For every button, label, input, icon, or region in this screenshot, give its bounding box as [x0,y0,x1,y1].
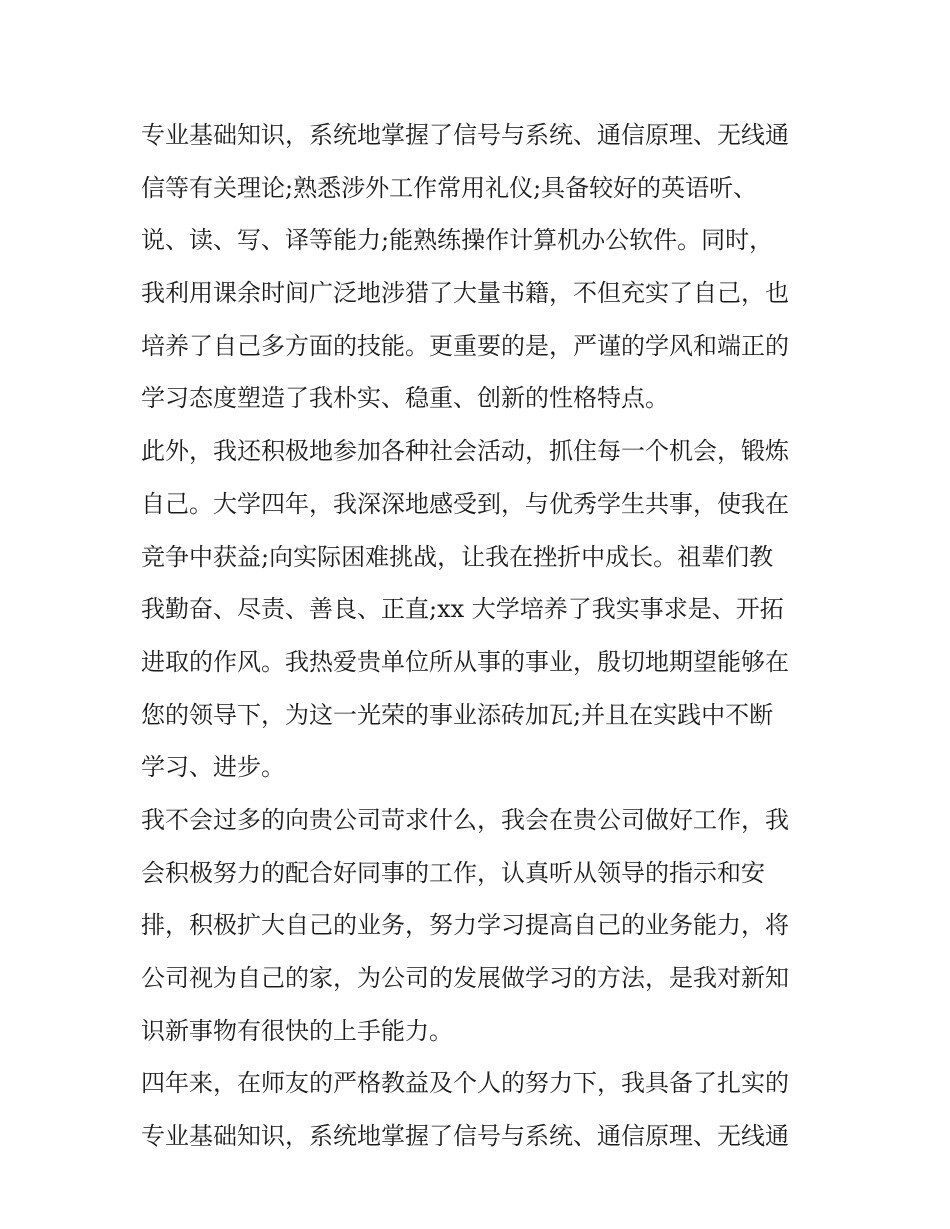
text-line: 识新事物有很快的上手能力。 [141,1016,453,1045]
text-line: 此外，我还积极地参加各种社会活动，抓住每一个机会，锻炼 [141,437,789,466]
text-line: 自己。大学四年，我深深地感受到，与优秀学生共事，使我在 [141,489,789,518]
text-line: 专业基础知识，系统地掌握了信号与系统、通信原理、无线通 [141,1122,789,1151]
text-line: 我勤奋、尽责、善良、正直;xx 大学培养了我实事求是、开拓 [141,595,784,624]
text-line: 我利用课余时间广泛地涉猎了大量书籍，不但充实了自己，也 [141,279,789,308]
text-line: 竞争中获益;向实际困难挑战，让我在挫折中成长。祖辈们教 [141,542,774,571]
text-line: 专业基础知识，系统地掌握了信号与系统、通信原理、无线通 [141,121,789,149]
text-line: 四年来，在师友的严格教益及个人的努力下，我具备了扎实的 [141,1069,789,1098]
text-line: 信等有关理论;熟悉涉外工作常用礼仪;具备较好的英语听、 [141,173,758,202]
text-line: 学习、进步。 [141,753,285,782]
text-line: 排，积极扩大自己的业务，努力学习提高自己的业务能力，将 [141,911,789,940]
text-line: 我不会过多的向贵公司苛求什么，我会在贵公司做好工作，我 [141,805,789,834]
text-line: 培养了自己多方面的技能。更重要的是，严谨的学风和端正的 [141,331,789,360]
text-line: 您的领导下，为这一光荣的事业添砖加瓦;并且在实践中不断 [141,700,774,729]
text-line: 说、读、写、译等能力;能熟练操作计算机办公软件。同时， [141,226,774,255]
text-line: 公司视为自己的家，为公司的发展做学习的方法，是我对新知 [141,964,789,992]
document-body [141,109,821,1163]
text-line: 进取的作风。我热爱贵单位所从事的事业，殷切地期望能够在 [141,647,789,676]
text-line: 会积极努力的配合好同事的工作，认真听从领导的指示和安 [141,858,765,887]
text-line: 学习态度塑造了我朴实、稳重、创新的性格特点。 [141,384,669,413]
